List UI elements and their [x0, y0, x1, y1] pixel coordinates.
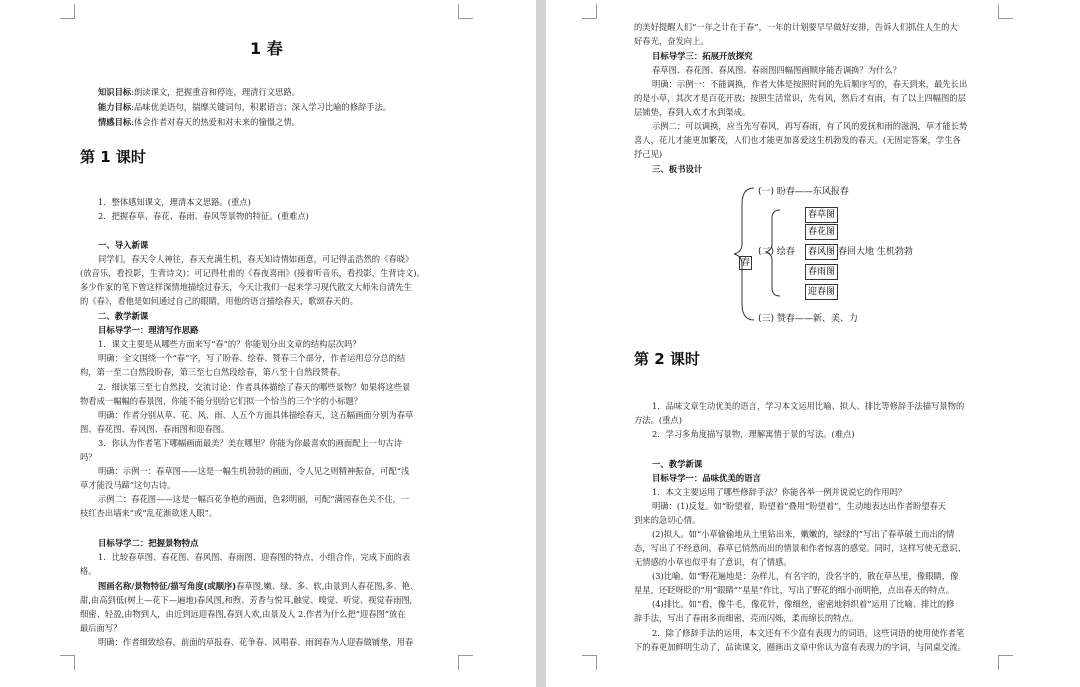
- section-heading: 一、教学新课: [652, 459, 703, 469]
- body-line: (2)拟人。如“小草偷偷地从土里钻出来，嫩嫩的，绿绿的”写出了春草破土而出的情: [652, 529, 955, 539]
- table-row: 最后面写？: [80, 623, 122, 633]
- section-heading: 一、导入新课: [98, 240, 149, 250]
- crop-mark: [60, 655, 75, 670]
- objective-line: [98, 86, 300, 98]
- goal-line: 方法。(重点): [634, 415, 682, 425]
- body-line: 星星，还眨呀眨的”用“眼睛”“星星”作比，写出了野花的细小而明艳，点出春天的特点。: [634, 585, 954, 595]
- crop-mark: [458, 4, 473, 19]
- body-line: 1．比较春草图、春花图、春风图、春雨图、迎春图的特点，小组合作，完成下面的表: [98, 552, 411, 562]
- board-picture: 春雨图: [805, 264, 838, 280]
- body-line: 好春光，奋发向上。: [634, 36, 709, 46]
- body-line: 2．细读第三至七自然段，交流讨论：作者具体描绘了春天的哪些景物？如果将这些景: [98, 382, 411, 392]
- crop-mark: [458, 655, 473, 670]
- objective-text: :品味优美语句，揣摩关键词句，积累语言；深入学习比喻的修辞手法。: [131, 102, 392, 112]
- left-page: [0, 0, 536, 687]
- chapter-title: 1 春: [250, 39, 283, 58]
- body-line: 示例二：春花图——这是一幅百花争艳的画面，色彩明丽，可配“满园春色关不住，一: [98, 494, 410, 504]
- body-line: 春草图、春花图、春风图、春雨图四幅图画顺序能否调换？为什么？: [652, 65, 901, 75]
- board-part2-tail: 春回大地 生机勃勃: [838, 247, 913, 257]
- table-row: 细密、轻盈,由物到人，由近到远迎春图,春到人欢,由景及人 2.作者为什么把“迎春图”放在: [80, 609, 406, 619]
- crop-mark: [998, 4, 1013, 19]
- body-line: 无情感的小草也似乎有了意识，有了情感。: [634, 557, 792, 567]
- body-line: (4)排比。如“看，像牛毛，像花针，像细丝，密密地斜织着”运用了比喻、排比的修: [652, 599, 955, 609]
- objective-line: [98, 116, 300, 128]
- right-page: [546, 0, 1080, 687]
- objective-label: 知识目标: [98, 87, 132, 97]
- crop-mark: [60, 4, 75, 19]
- body-line: 的美好提醒人们“一年之计在于春”，一年的计划要早早做好安排，告诉人们抓住人生的大: [634, 22, 958, 32]
- objective-line: [98, 101, 391, 113]
- table-row: 甜,由高到低(树上—花下—遍地)春风图,和煦、芳香与悦耳,触觉、嗅觉、听觉、视觉春雨图,: [80, 595, 413, 605]
- table-row: 春草图,嫩、绿、多、软,由景到人春花图,多、艳、: [236, 581, 419, 591]
- lesson-heading: 第 2 课时: [634, 350, 700, 368]
- crop-mark: [582, 655, 597, 670]
- goal-line: 1．品味文章生动优美的语言，学习本文运用比喻、拟人、排比等修辞手法描写景物的: [652, 401, 965, 411]
- crop-mark: [582, 4, 597, 19]
- body-line: 枝红杏出墙来”或“乱花渐欲迷人眼”。: [80, 508, 218, 518]
- body-line: 1．课文主要是从哪些方面来写“春”的？你能划分出文章的结构层次吗？: [98, 339, 361, 349]
- body-line: (放音乐，看投影，生背诗文)；可记得杜甫的《春夜喜雨》(接着听音乐，看投影，生背诗文)。: [80, 268, 425, 278]
- goal-line: 2．把握春草、春花、春雨、春风等景物的特征。(重难点): [98, 211, 309, 221]
- objective-label: 能力目标: [98, 102, 132, 112]
- body-line: 态，写出了不经意间，春草已悄然而出的情景和作者惊喜的感觉。同时，这样写使无意识、: [634, 543, 966, 553]
- table-row: 明确：作者细致绘春，前面的草报春、花争春、风唱春、雨润春为人迎春做铺垫，用春: [98, 637, 414, 647]
- lesson-heading: 第 1 课时: [80, 148, 146, 166]
- body-line: 多少作家的笔下曾这样深情地描绘过春天，今天让我们一起来学习现代散文大师朱自清先生: [80, 282, 412, 292]
- body-line: 到来的急切心情。: [634, 515, 701, 525]
- body-line: 3．你认为作者笔下哪幅画面最美？美在哪里？你能为你最喜欢的画面配上一句古诗: [98, 438, 402, 448]
- body-line: 明确：(1)反复。如“盼望着，盼望着”叠用“盼望着”，生动地表达出作者盼望春天: [652, 501, 947, 511]
- board-spring-char: 春: [741, 258, 751, 268]
- objective-text: :体会作者对春天的热爱和对未来的憧憬之情。: [131, 117, 300, 127]
- body-line: (3)比喻。如“野花遍地是：杂样儿，有名字的，没名字的，散在草丛里，像眼睛，像: [652, 571, 959, 581]
- body-line: 抒己见): [634, 149, 663, 159]
- guide-heading: 目标导学一：品味优美的语言: [652, 473, 761, 483]
- objective-text: :朗读课文，把握重音和停连，理清行文思路。: [131, 87, 300, 97]
- crop-mark: [998, 655, 1013, 670]
- table-head: 图画名称/景物特征/描写角度(或顺序): [98, 581, 237, 591]
- body-line: 明确：示例一：春草图——这是一幅生机勃勃的画面，令人见之则精神振奋，可配“浅: [98, 466, 410, 476]
- body-line: 明确：示例一：不能调换，作者大体是按照时间的先后顺序写的，春天到来，最先长出: [652, 79, 968, 89]
- body-line: 同学们，春天令人神往，春天充满生机，春天知诗情如画意，可记得孟浩然的《春晓》: [98, 254, 414, 264]
- board-picture: 春花图: [805, 224, 838, 240]
- body-line: 图、春花图、春风图、春雨图和迎春图。: [80, 424, 230, 434]
- body-line: 下的春更加鲜明生动了，品读课文，圈画出文章中你认为富有表现力的字词，与同桌交流。: [634, 642, 966, 652]
- body-line: 示例二：可以调换，应当先写春风，再写春雨，有了风的爱抚和雨的滋润，草才能长势: [652, 121, 968, 131]
- body-line: 格。: [80, 566, 97, 576]
- board-picture: 春风图: [805, 244, 838, 260]
- board-part3: (三) 赞春——新、美、力: [758, 314, 858, 324]
- body-line: 物看成一幅幅的春景图，你能不能分别给它们拟一个恰当的三个字的小标题？: [80, 396, 363, 406]
- body-line: 明确：作者分别从草、花、风、雨、人五个方面具体描绘春天，这五幅画面分别为春草: [98, 410, 414, 420]
- body-line: 1．本文主要运用了哪些修辞手法？你能各举一例并说说它的作用吗？: [652, 487, 907, 497]
- board-picture: 春草图: [805, 207, 838, 223]
- body-line: 层铺垫，春到人欢才水到渠成。: [634, 107, 751, 117]
- body-line: 明确：全文围绕一个“春”字，写了盼春、绘春、赞春三个部分，作者运用总分总的结: [98, 353, 406, 363]
- goal-line: 1．整体感知课文，理清本文思路。(重点): [98, 197, 251, 207]
- board-part1: (一) 盼春——东风报春: [758, 187, 849, 197]
- board-picture: 迎春图: [805, 284, 838, 300]
- board-part2: (二) 绘春: [758, 247, 795, 257]
- objective-label: 情感目标: [98, 117, 132, 127]
- body-line: 的《春》，看他是如何通过自己的眼睛，用他的语言描绘春天，歌颂春天的。: [80, 296, 358, 306]
- section-heading: 三、板书设计: [652, 164, 703, 174]
- body-line: 草才能没马蹄”这句古诗。: [80, 480, 176, 490]
- goal-line: 2．学习多角度描写景物，理解寓情于景的写法。(难点): [652, 429, 855, 439]
- table-text: [98, 580, 418, 592]
- guide-heading: 目标导学一：理清写作思路: [98, 325, 199, 335]
- body-line: 吗？: [80, 452, 97, 462]
- body-line: 2．除了修辞手法的运用，本文还有不少富有表现力的词语，这些词语的使用使作者笔: [652, 628, 965, 638]
- body-line: 辞手法，写出了春雨多而细密，亮而闪烁，柔而绵长的特点。: [634, 613, 859, 623]
- body-line: 构，第一至二自然段盼春，第三至七自然段绘春，第八至十自然段赞春。: [80, 367, 346, 377]
- guide-heading: 目标导学二：把握景物特点: [98, 538, 199, 548]
- body-line: 的是小草，其次才是百花开放；按照生活常识，先有风，然后才有雨，有了以上四幅图的层: [634, 93, 966, 103]
- section-heading: 二、教学新课: [98, 311, 149, 321]
- body-line: 喜人，花儿才能更加繁茂，人们也才能更加喜爱这生机勃发的春天。(无固定答案，学生各: [634, 135, 961, 145]
- guide-heading: 目标导学三：拓展开放探究: [652, 51, 753, 61]
